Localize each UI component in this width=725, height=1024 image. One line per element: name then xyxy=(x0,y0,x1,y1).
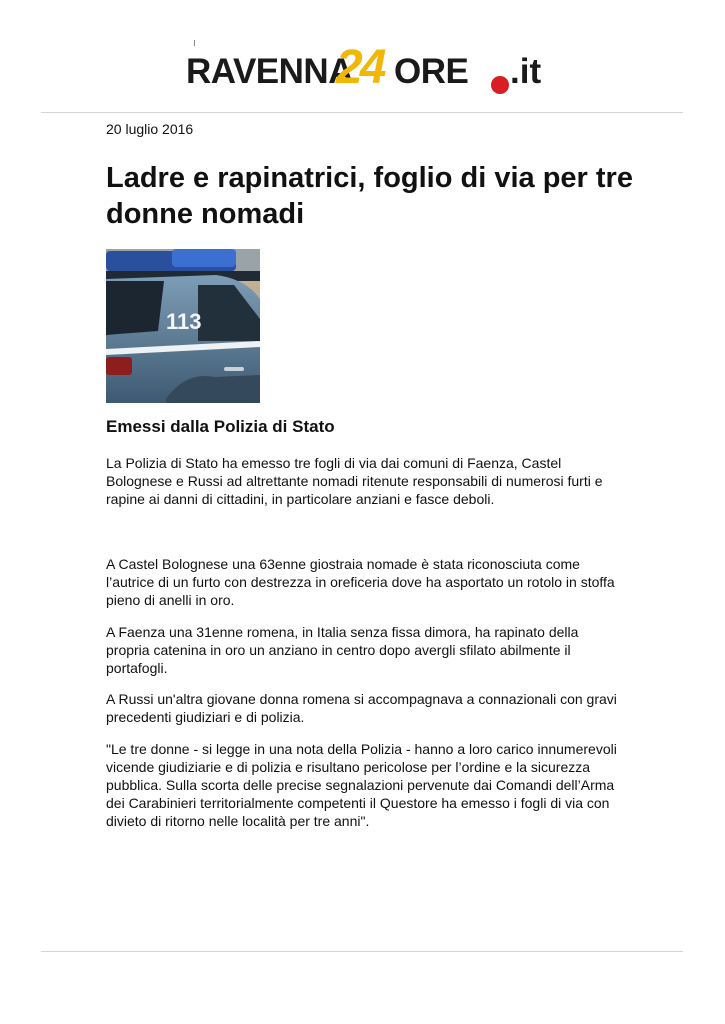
logo-red-dot-icon xyxy=(491,76,509,94)
logo-text-ravenna: RAVENNA xyxy=(186,52,353,91)
top-divider xyxy=(41,112,683,113)
article-paragraph-4: A Russi un'altra giovane donna romena si accompagnava a connazionali con gravi precedenti giudiziari e di polizia. xyxy=(106,691,617,725)
site-logo[interactable] xyxy=(186,40,546,100)
logo-text-ore: ORE xyxy=(394,52,469,91)
bottom-divider xyxy=(41,951,683,952)
car-number-label: 113 xyxy=(166,309,202,334)
article-subtitle: Emessi dalla Polizia di Stato xyxy=(106,417,335,436)
article-photo xyxy=(106,249,260,403)
logo-tick xyxy=(194,40,195,46)
police-car-photo-icon xyxy=(106,249,260,403)
logo-text-it: .it xyxy=(510,52,542,91)
article-paragraph-2: A Castel Bolognese una 63enne giostraia nomade è stata riconosciuta come l’autrice di un furto con destrezza in oreficeria dove ha asportato un rotolo in stoffa pieno di anelli in oro. xyxy=(106,556,615,608)
article-paragraph-5: "Le tre donne - si legge in una nota della Polizia - hanno a loro carico innumerevoli vicende giudiziarie e di polizia e risultano pericolose per l’ordine e la sicurezza pubblica. Sulla scorta delle precise segnalazioni pervenute dai Comandi dell’Arma dei Carabinieri territorialmente competenti il Questore ha emesso i fogli di via con divieto di ritorno nelle località per tre anni". xyxy=(106,741,617,829)
article-paragraph-3: A Faenza una 31enne romena, in Italia senza fissa dimora, ha rapinato della propria catenina in oro un anziano in centro dopo avergli sfilato abilmente il portafogli. xyxy=(106,624,579,676)
article-title: Ladre e rapinatrici, foglio di via per tre donne nomadi xyxy=(106,162,633,230)
article-paragraph-1: La Polizia di Stato ha emesso tre fogli di via dai comuni di Faenza, Castel Bolognese e Russi ad altrettante nomadi ritenute responsabili di numerosi furti e rapine ai danni di cittadini, in particolare anziani e fasce deboli. xyxy=(106,455,603,507)
logo-text-24: 24 xyxy=(336,41,384,94)
article-date: 20 luglio 2016 xyxy=(106,121,194,137)
